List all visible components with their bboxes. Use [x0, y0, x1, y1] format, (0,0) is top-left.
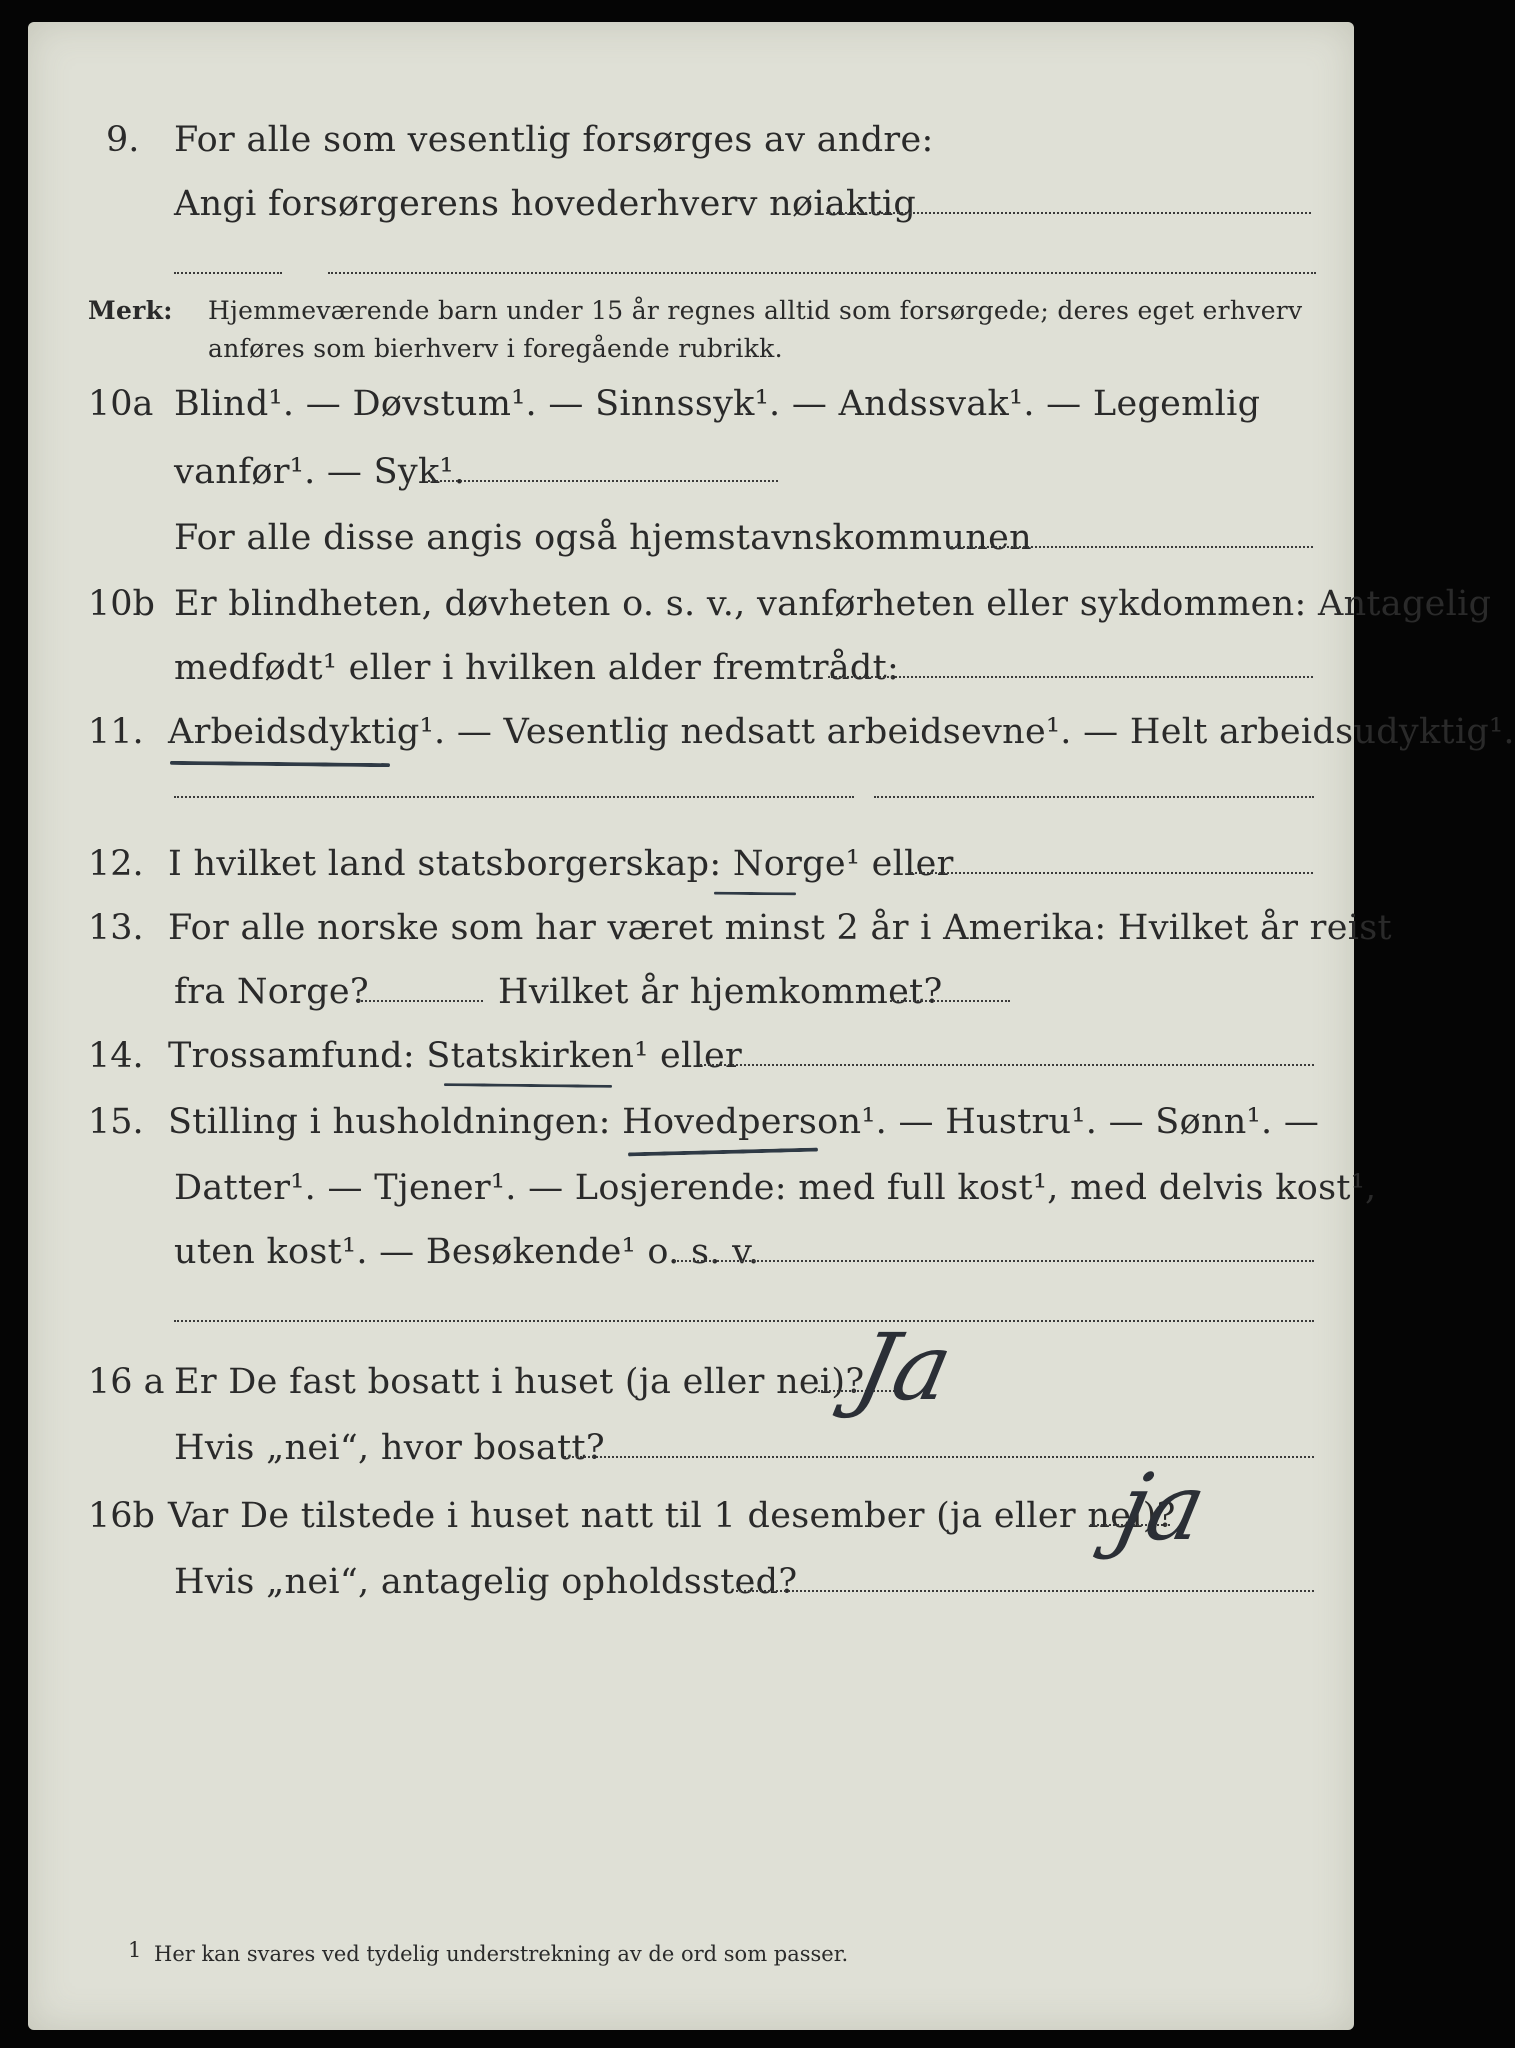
item-number-15: 15. [88, 1102, 144, 1142]
answer-field-11a[interactable] [174, 796, 854, 798]
item-number-16b: 16b [88, 1496, 155, 1536]
question-10a-line1: Blind¹. — Døvstum¹. — Sinnssyk¹. — Andssvak¹. — Legemlig [174, 384, 1261, 424]
question-10a-line3: For alle disse angis også hjemstavnskommunen [174, 518, 1032, 558]
question-13-line2a: fra Norge? [174, 972, 369, 1012]
question-15-line3: uten kost¹. — Besøkende¹ o. s. v. [174, 1232, 760, 1272]
answer-field-10a-municipality[interactable] [948, 546, 1313, 548]
item-number-9: 9. [106, 120, 140, 160]
question-9-line1: For alle som vesentlig forsørges av andre: [174, 120, 934, 160]
item-number-14: 14. [88, 1036, 144, 1076]
underline-arbeidsdyktig [170, 761, 390, 767]
question-13-line2b: Hvilket år hjemkommet? [498, 972, 943, 1012]
answer-field-15[interactable] [674, 1260, 1314, 1262]
question-10b-line2: medfødt¹ eller i hvilken alder fremtrådt: [174, 648, 900, 688]
question-15-line2: Datter¹. — Tjener¹. — Losjerende: med full kost¹, med delvis kost¹, [174, 1168, 1377, 1208]
question-9-line2: Angi forsørgerens hovederhverv nøiaktig [174, 184, 917, 224]
question-11-line1: Arbeidsdyktig¹. — Vesentlig nedsatt arbeidsevne¹. — Helt arbeidsudyktig¹. [168, 712, 1515, 752]
answer-field-9b[interactable] [174, 272, 282, 274]
census-form-page [28, 22, 1515, 2030]
question-16b-line2: Hvis „nei“, antagelig opholdssted? [174, 1562, 798, 1602]
answer-field-13-hjemkommet[interactable] [890, 1000, 1010, 1002]
question-10b-line1: Er blindheten, døvheten o. s. v., vanførheten eller sykdommen: Antagelig [174, 584, 1492, 624]
handwritten-answer-16a: Ja [846, 1314, 962, 1421]
footnote-text: Her kan svares ved tydelig understrekning av de ord som passer. [154, 1942, 849, 1966]
question-12-line1: I hvilket land statsborgerskap: Norge¹ eller [168, 844, 954, 884]
item-number-16a: 16 a [88, 1362, 165, 1402]
answer-field-16b-opholdssted[interactable] [736, 1590, 1314, 1592]
question-15-line1: Stilling i husholdningen: Hovedperson¹. — Hustru¹. — Sønn¹. — [168, 1102, 1320, 1142]
answer-field-15b[interactable] [174, 1320, 1314, 1322]
note-line2: anføres som bierhverv i foregående rubrikk. [208, 334, 783, 363]
note-line1: Hjemmeværende barn under 15 år regnes alltid som forsørgede; deres eget erhverv [208, 296, 1303, 325]
answer-field-13-reist[interactable] [358, 1000, 483, 1002]
note-label: Merk: [88, 296, 173, 325]
question-16a-line1: Er De fast bosatt i huset (ja eller nei)? [174, 1362, 865, 1402]
underline-hovedperson [628, 1148, 818, 1157]
underline-statskirken [444, 1083, 612, 1088]
footnote-mark: 1 [128, 1938, 142, 1962]
answer-field-9[interactable] [826, 212, 1311, 214]
question-16b-line1: Var De tilstede i huset natt til 1 desember (ja eller nei)? [168, 1496, 1176, 1536]
item-number-12: 12. [88, 844, 144, 884]
answer-field-9c[interactable] [328, 272, 1316, 274]
underline-norge [714, 892, 796, 896]
answer-field-11b[interactable] [874, 796, 1314, 798]
question-14-line1: Trossamfund: Statskirken¹ eller [168, 1036, 743, 1076]
answer-field-12[interactable] [908, 872, 1313, 874]
question-16a-line2: Hvis „nei“, hvor bosatt? [174, 1428, 605, 1468]
question-10a-line2: vanfør¹. — Syk¹. [174, 452, 466, 492]
item-number-10a: 10a [88, 384, 154, 424]
handwritten-answer-16b: ja [1108, 1454, 1215, 1561]
answer-field-10a[interactable] [428, 480, 778, 482]
question-13-line1: For alle norske som har været minst 2 år i Amerika: Hvilket år reist [168, 908, 1392, 948]
item-number-11: 11. [88, 712, 144, 752]
answer-field-10b[interactable] [828, 676, 1313, 678]
answer-field-14[interactable] [700, 1064, 1314, 1066]
item-number-13: 13. [88, 908, 144, 948]
item-number-10b: 10b [88, 584, 155, 624]
